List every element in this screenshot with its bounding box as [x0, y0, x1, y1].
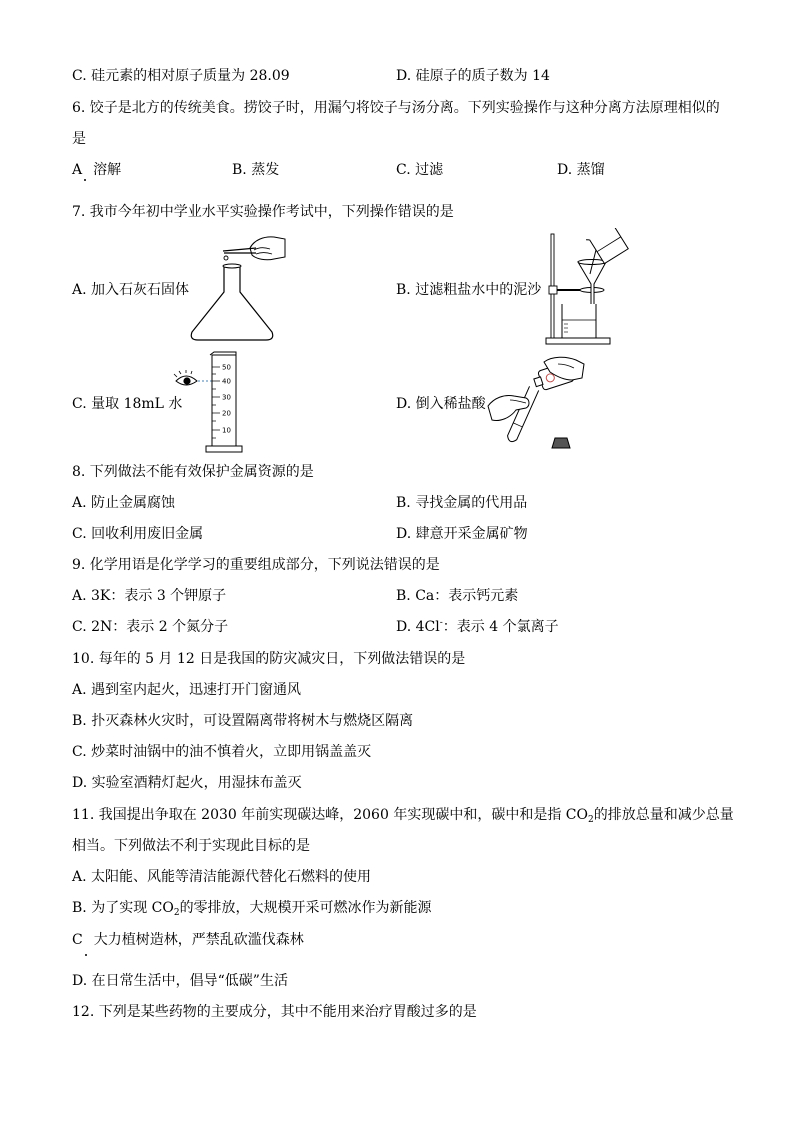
q11-option-c — [72, 930, 304, 956]
q7-option-c: C. 量取 18mL 水 — [72, 396, 183, 412]
q8-option-b: B. 寻找金属的代用品 — [396, 495, 528, 511]
q7-option-d: D. 倒入稀盐酸 — [396, 396, 486, 412]
scale-label: 30 — [222, 393, 231, 402]
option-text: 的零排放，大规模开采可燃冰作为新能源 — [179, 900, 432, 916]
stand-base — [546, 338, 610, 344]
bottle-stopper-icon — [552, 438, 570, 448]
q8-option-c: C. 回收利用废旧金属 — [72, 526, 204, 542]
q12-stem: 12. 下列是某些药物的主要成分，其中不能用来治疗胃酸过多的是 — [72, 1004, 477, 1020]
option-text: 大力植树造林，严禁乱砍滥伐森林 — [93, 932, 304, 948]
q11-option-a: A. 太阳能、风能等清洁能源代替化石燃料的使用 — [72, 869, 372, 885]
q10-option-b: B. 扑灭森林火灾时，可设置隔离带将树木与燃烧区隔离 — [72, 713, 414, 729]
option-text: ：表示 4 个氯离子 — [442, 619, 559, 635]
clamp — [549, 286, 557, 294]
graduated-cylinder-eye-icon — [172, 350, 246, 456]
option-label: A — [72, 162, 83, 178]
q5-option-d: D. 硅原子的质子数为 14 — [396, 68, 550, 84]
flask-tweezers-icon — [186, 232, 286, 344]
q11-stem-line2: 相当。下列做法不利于实现此目标的是 — [72, 838, 310, 854]
q10-option-d: D. 实验室酒精灯起火，用湿抹布盖灭 — [72, 775, 302, 791]
q6-option-c: C. 过滤 — [396, 162, 444, 178]
pouring-acid-icon — [486, 356, 586, 452]
q5-option-c: C. 硅元素的相对原子质量为 28.09 — [72, 68, 290, 84]
q11-option-b — [72, 898, 432, 918]
q9-option-d — [396, 617, 559, 637]
solid-particle-icon — [224, 256, 228, 260]
q8-option-a: A. 防止金属腐蚀 — [72, 495, 176, 511]
subscript: 2 — [587, 815, 594, 825]
option-label: C — [72, 932, 83, 948]
eye-icon — [174, 370, 197, 385]
erlenmeyer-flask-icon — [191, 264, 273, 340]
q6-stem-line1: 6. 饺子是北方的传统美食。捞饺子时，用漏勺将饺子与汤分离。下列实验操作与这种分离方法原理相似的 — [72, 100, 720, 116]
emphasis-dot — [84, 179, 86, 181]
q9-option-b: B. Ca：表示钙元素 — [396, 588, 519, 604]
option-text: B. 为了实现 CO — [72, 900, 174, 916]
charge-superscript: - — [439, 618, 443, 628]
q10-stem: 10. 每年的 5 月 12 日是我国的防灾减灾日，下列做法错误的是 — [72, 651, 466, 667]
option-text: 溶解 — [93, 162, 122, 178]
q8-stem: 8. 下列做法不能有效保护金属资源的是 — [72, 464, 314, 480]
q7-option-b: B. 过滤粗盐水中的泥沙 — [396, 282, 542, 298]
q11-stem-line1 — [72, 805, 734, 825]
q10-option-c: C. 炒菜时油锅中的油不慎着火，立即用锅盖盖灭 — [72, 744, 372, 760]
stem-text: 11. 我国提出争取在 2030 年前实现碳达峰，2060 年实现碳中和，碳中和是指 CO — [72, 807, 588, 823]
q6-stem-line2: 是 — [72, 131, 86, 147]
q9-option-c: C. 2N：表示 2 个氮分子 — [72, 619, 229, 635]
scale-label: 50 — [222, 363, 231, 372]
filtration-apparatus-icon — [540, 228, 632, 348]
q9-option-a: A. 3K：表示 3 个钾原子 — [72, 588, 227, 604]
emphasis-dot — [85, 954, 87, 956]
q7-option-a: A. 加入石灰石固体 — [72, 282, 190, 298]
q6-option-d: D. 蒸馏 — [557, 162, 605, 178]
q7-stem: 7. 我市今年初中学业水平实验操作考试中，下列操作错误的是 — [72, 204, 454, 220]
q11-option-d: D. 在日常生活中，倡导“低碳”生活 — [72, 973, 288, 989]
formula-text: D. 4Cl — [396, 619, 440, 635]
q10-option-a: A. 遇到室内起火，迅速打开门窗通风 — [72, 682, 302, 698]
scale-label: 40 — [222, 377, 231, 386]
collecting-beaker-icon — [562, 304, 596, 338]
subscript: 2 — [173, 908, 180, 918]
q6-option-a — [72, 160, 121, 181]
stem-text: 的排放总量和减少总量 — [593, 807, 734, 823]
q9-stem: 9. 化学用语是化学学习的重要组成部分，下列说法错误的是 — [72, 557, 440, 573]
scale-label: 20 — [222, 409, 231, 418]
q6-option-b: B. 蒸发 — [232, 162, 280, 178]
q8-option-d: D. 肆意开采金属矿物 — [396, 526, 528, 542]
scale-label: 10 — [222, 426, 231, 435]
graduated-cylinder-icon — [206, 352, 242, 452]
